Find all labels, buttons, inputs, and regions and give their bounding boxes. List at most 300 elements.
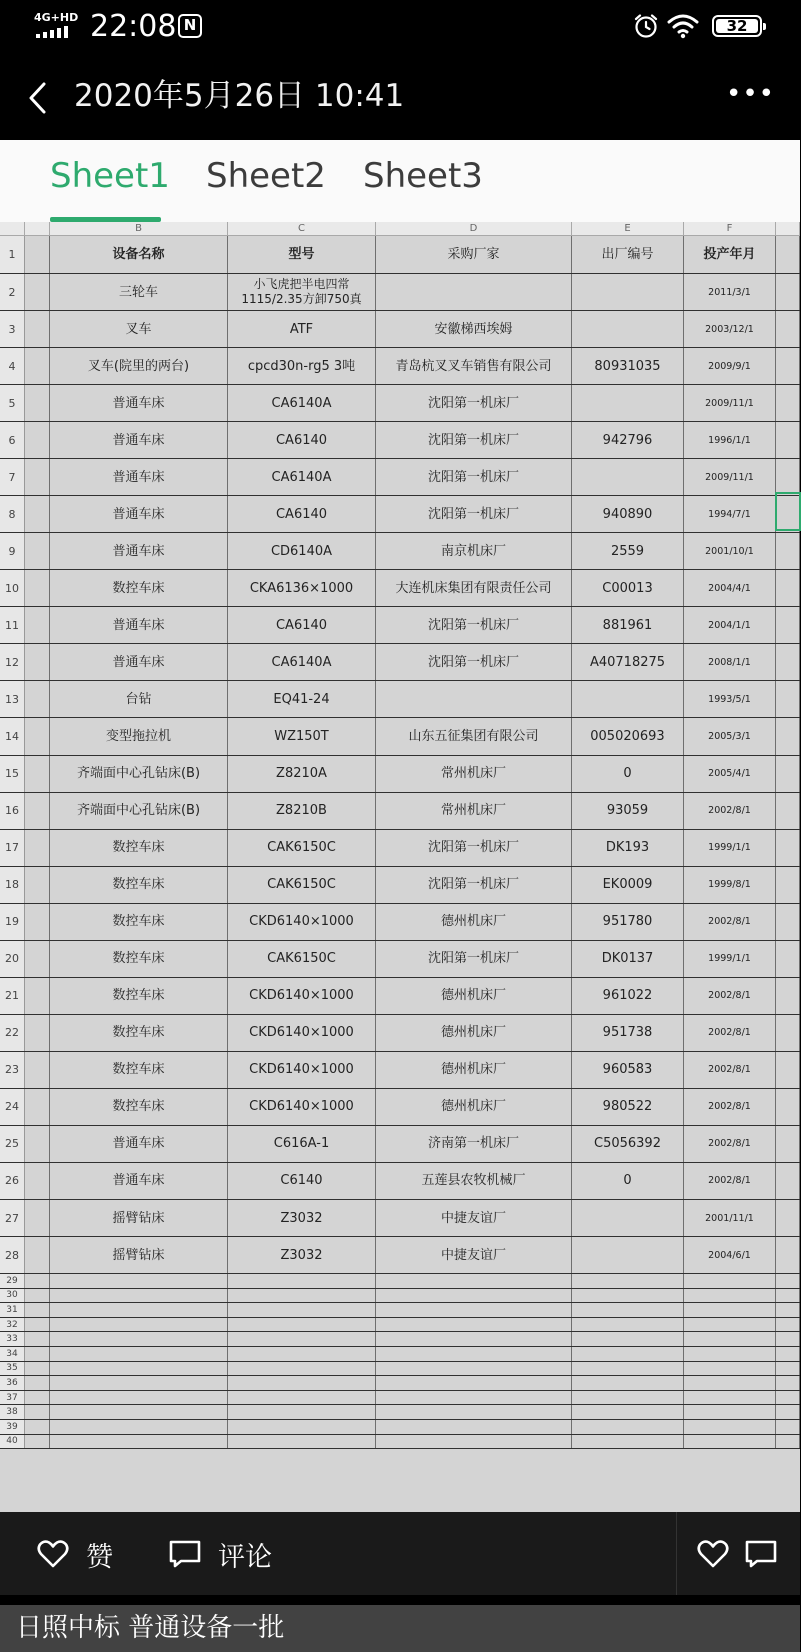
cell-manufacturer: 青岛杭叉叉车销售有限公司 [376, 348, 572, 384]
cell-manufacturer: 德州机床厂 [376, 1015, 572, 1051]
empty-cell [25, 1332, 50, 1346]
empty-cell [684, 1347, 776, 1361]
cell-production-date: 1999/1/1 [684, 941, 776, 977]
cell-model: CKD6140×1000 [228, 1052, 376, 1088]
empty-cell [50, 1405, 228, 1419]
empty-cell [25, 793, 50, 829]
empty-row [0, 1318, 800, 1333]
empty-cell [25, 867, 50, 903]
col-e-header: E [572, 222, 684, 236]
empty-cell [228, 1362, 376, 1376]
cell-equipment-name: 叉车(院里的两台) [50, 348, 228, 384]
cell-manufacturer: 德州机床厂 [376, 978, 572, 1014]
cell-equipment-name: 数控车床 [50, 570, 228, 606]
cell-manufacturer: 德州机床厂 [376, 904, 572, 940]
empty-cell [776, 1332, 800, 1346]
cell-model: CAK6150C [228, 941, 376, 977]
empty-cell [684, 1362, 776, 1376]
tab-sheet3[interactable]: Sheet3 [363, 156, 483, 196]
empty-cell [25, 607, 50, 643]
row-number: 17 [0, 830, 25, 866]
cell-equipment-name: 齐端面中心孔钻床(B) [50, 756, 228, 792]
empty-cell [572, 1318, 684, 1332]
cell-manufacturer: 大连机床集团有限责任公司 [376, 570, 572, 606]
empty-cell [50, 1347, 228, 1361]
header-cell: 投产年月 [684, 236, 776, 273]
cell-manufacturer: 德州机床厂 [376, 1052, 572, 1088]
table-row [0, 1052, 800, 1089]
empty-cell [25, 1163, 50, 1199]
empty-cell [572, 1376, 684, 1390]
cell-serial-number: 0 [572, 1163, 684, 1199]
empty-cell [572, 1420, 684, 1434]
cell-model: C616A-1 [228, 1126, 376, 1162]
cell-manufacturer: 沈阳第一机床厂 [376, 644, 572, 680]
empty-cell [376, 1405, 572, 1419]
nfc-icon: N [178, 14, 202, 38]
cell-manufacturer: 沈阳第一机床厂 [376, 830, 572, 866]
empty-cell [376, 1391, 572, 1405]
empty-cell [50, 1435, 228, 1449]
comment-icon [168, 1537, 202, 1571]
heart-icon [696, 1537, 730, 1571]
cell-manufacturer: 德州机床厂 [376, 1089, 572, 1125]
cell-model: C6140 [228, 1163, 376, 1199]
cell-model: EQ41-24 [228, 681, 376, 717]
cell-equipment-name: 数控车床 [50, 1015, 228, 1051]
cell-model: WZ150T [228, 718, 376, 754]
table-row [0, 904, 800, 941]
empty-cell [25, 422, 50, 458]
cell-equipment-name: 普通车床 [50, 422, 228, 458]
empty-row [0, 1376, 800, 1391]
empty-cell [50, 1376, 228, 1390]
empty-cell [25, 348, 50, 384]
empty-cell [25, 1435, 50, 1449]
cell-model: CKA6136×1000 [228, 570, 376, 606]
empty-cell [776, 1303, 800, 1317]
row-number: 18 [0, 867, 25, 903]
cell-serial-number [572, 274, 684, 310]
table-row [0, 533, 800, 570]
empty-cell [25, 1289, 50, 1303]
empty-cell [25, 1126, 50, 1162]
cell-production-date: 1994/7/1 [684, 496, 776, 532]
empty-cell [25, 533, 50, 569]
like-icon-button[interactable] [696, 1534, 730, 1574]
empty-cell [776, 533, 800, 569]
empty-cell [376, 1289, 572, 1303]
spreadsheet-grid [0, 222, 800, 1512]
empty-cell [25, 941, 50, 977]
cell-model: Z3032 [228, 1200, 376, 1236]
cell-production-date: 2008/1/1 [684, 644, 776, 680]
caption-text: 日照中标 普通设备一批 [16, 1613, 285, 1643]
empty-cell [572, 1362, 684, 1376]
empty-row [0, 1274, 800, 1289]
table-row [0, 570, 800, 607]
row-number: 22 [0, 1015, 25, 1051]
table-row [0, 941, 800, 978]
cell-equipment-name: 数控车床 [50, 867, 228, 903]
cell-serial-number [572, 1200, 684, 1236]
cell-manufacturer: 沈阳第一机床厂 [376, 459, 572, 495]
empty-cell [25, 385, 50, 421]
empty-row [0, 1405, 800, 1420]
row-number: 2 [0, 274, 25, 310]
empty-cell [25, 1015, 50, 1051]
cell-model: CA6140A [228, 644, 376, 680]
cell-equipment-name: 摇臂钻床 [50, 1200, 228, 1236]
empty-cell [228, 1405, 376, 1419]
cell-production-date: 2005/4/1 [684, 756, 776, 792]
cell-production-date: 2009/11/1 [684, 459, 776, 495]
row-number: 29 [0, 1274, 25, 1288]
table-row [0, 1200, 800, 1237]
tab-sheet2[interactable]: Sheet2 [206, 156, 326, 196]
cell-equipment-name: 数控车床 [50, 1052, 228, 1088]
cell-manufacturer: 山东五征集团有限公司 [376, 718, 572, 754]
cell-equipment-name: 普通车床 [50, 533, 228, 569]
empty-cell [25, 459, 50, 495]
header-cell: 采购厂家 [376, 236, 572, 273]
empty-cell [25, 718, 50, 754]
header-cell: 出厂编号 [572, 236, 684, 273]
cell-manufacturer: 常州机床厂 [376, 793, 572, 829]
empty-cell [25, 1376, 50, 1390]
col-b-header: B [50, 222, 228, 236]
cell-serial-number: DK193 [572, 830, 684, 866]
cell-model: cpcd30n-rg5 3吨 [228, 348, 376, 384]
cell-model: Z8210B [228, 793, 376, 829]
empty-cell [776, 1435, 800, 1449]
empty-cell [776, 1015, 800, 1051]
empty-cell [572, 1289, 684, 1303]
cell-manufacturer: 五莲县农牧机械厂 [376, 1163, 572, 1199]
cell-production-date: 2005/3/1 [684, 718, 776, 754]
comment-button[interactable] [168, 1534, 272, 1574]
cell-model: CKD6140×1000 [228, 978, 376, 1014]
empty-cell [228, 1274, 376, 1288]
row-number: 12 [0, 644, 25, 680]
cell-production-date: 2004/1/1 [684, 607, 776, 643]
empty-cell [228, 1435, 376, 1449]
like-button[interactable] [36, 1534, 113, 1574]
row-number: 38 [0, 1405, 25, 1419]
empty-cell [376, 1420, 572, 1434]
row-number: 28 [0, 1237, 25, 1273]
empty-cell [572, 1391, 684, 1405]
cell-production-date: 2009/11/1 [684, 385, 776, 421]
empty-cell [50, 1420, 228, 1434]
cell-serial-number: 942796 [572, 422, 684, 458]
cell-production-date: 2011/3/1 [684, 274, 776, 310]
table-row [0, 311, 800, 348]
empty-cell [776, 422, 800, 458]
empty-cell [776, 1347, 800, 1361]
row-number: 36 [0, 1376, 25, 1390]
empty-cell [776, 793, 800, 829]
empty-cell [25, 978, 50, 1014]
table-row [0, 496, 800, 533]
cell-model: CA6140 [228, 496, 376, 532]
row-number: 39 [0, 1420, 25, 1434]
comment-label: 评论 [218, 1541, 272, 1573]
cell-manufacturer: 沈阳第一机床厂 [376, 422, 572, 458]
cell-model: CD6140A [228, 533, 376, 569]
table-row [0, 385, 800, 422]
empty-cell [376, 1318, 572, 1332]
cell-manufacturer: 沈阳第一机床厂 [376, 941, 572, 977]
cell-equipment-name: 普通车床 [50, 385, 228, 421]
empty-cell [776, 311, 800, 347]
empty-cell [684, 1376, 776, 1390]
empty-cell [776, 867, 800, 903]
cell-equipment-name: 数控车床 [50, 941, 228, 977]
cell-serial-number: 005020693 [572, 718, 684, 754]
network-type: 4G+HD [34, 11, 79, 24]
empty-cell [776, 1420, 800, 1434]
row-number: 21 [0, 978, 25, 1014]
cell-manufacturer: 沈阳第一机床厂 [376, 385, 572, 421]
bottom-action-bar [0, 1512, 800, 1595]
cell-model: CA6140 [228, 422, 376, 458]
row-number: 26 [0, 1163, 25, 1199]
cell-serial-number [572, 681, 684, 717]
empty-cell [25, 644, 50, 680]
row-number: 10 [0, 570, 25, 606]
empty-cell [25, 904, 50, 940]
empty-cell [25, 311, 50, 347]
empty-cell [572, 1303, 684, 1317]
cell-manufacturer: 常州机床厂 [376, 756, 572, 792]
empty-cell [776, 1237, 800, 1273]
empty-cell [376, 1347, 572, 1361]
table-row [0, 1126, 800, 1163]
cell-production-date: 2003/12/1 [684, 311, 776, 347]
header-row [0, 236, 800, 274]
cell-production-date: 2004/4/1 [684, 570, 776, 606]
signal-icon [36, 26, 76, 38]
cell-production-date: 2002/8/1 [684, 978, 776, 1014]
cell-serial-number [572, 1237, 684, 1273]
empty-cell [776, 941, 800, 977]
cell-model: CAK6150C [228, 830, 376, 866]
empty-cell [376, 1362, 572, 1376]
empty-row [0, 1362, 800, 1377]
table-row [0, 1163, 800, 1200]
row-number: 23 [0, 1052, 25, 1088]
row-number: 1 [0, 236, 25, 273]
cell-equipment-name: 台钻 [50, 681, 228, 717]
empty-row [0, 1303, 800, 1318]
empty-cell [684, 1391, 776, 1405]
col-d-header: D [376, 222, 572, 236]
cell-manufacturer: 沈阳第一机床厂 [376, 496, 572, 532]
cell-serial-number: 93059 [572, 793, 684, 829]
comment-icon-button[interactable] [744, 1534, 778, 1574]
empty-cell [684, 1420, 776, 1434]
empty-cell [25, 1303, 50, 1317]
empty-cell [776, 1405, 800, 1419]
empty-row [0, 1347, 800, 1362]
table-row [0, 978, 800, 1015]
empty-row [0, 1332, 800, 1347]
row-number: 11 [0, 607, 25, 643]
col-f-header: F [684, 222, 776, 236]
cell-serial-number: 940890 [572, 496, 684, 532]
empty-cell [776, 1126, 800, 1162]
header-cell: 设备名称 [50, 236, 228, 273]
empty-cell [572, 1332, 684, 1346]
cell-serial-number [572, 459, 684, 495]
empty-cell [684, 1274, 776, 1288]
cell-model: CA6140A [228, 385, 376, 421]
cell-manufacturer [376, 681, 572, 717]
cell-serial-number: A40718275 [572, 644, 684, 680]
comment-icon [744, 1537, 778, 1571]
cell-manufacturer: 沈阳第一机床厂 [376, 867, 572, 903]
cell-equipment-name: 变型拖拉机 [50, 718, 228, 754]
row-number: 6 [0, 422, 25, 458]
battery-level: 32 [726, 17, 748, 35]
table-row [0, 348, 800, 385]
table-row [0, 793, 800, 830]
cell-production-date: 2002/8/1 [684, 1163, 776, 1199]
row-number: 9 [0, 533, 25, 569]
empty-cell [572, 1347, 684, 1361]
cell-production-date: 2002/8/1 [684, 1015, 776, 1051]
empty-cell [776, 644, 800, 680]
page-title: 2020年5月26日 10:41 [74, 78, 405, 114]
cell-production-date: 1999/1/1 [684, 830, 776, 866]
empty-cell [25, 274, 50, 310]
cell-manufacturer: 沈阳第一机床厂 [376, 607, 572, 643]
row-number: 33 [0, 1332, 25, 1346]
cell-serial-number: DK0137 [572, 941, 684, 977]
empty-cell [572, 1405, 684, 1419]
empty-cell [50, 1362, 228, 1376]
empty-cell [684, 1303, 776, 1317]
row-number: 31 [0, 1303, 25, 1317]
cell-model: CKD6140×1000 [228, 1015, 376, 1051]
cell-model: CA6140 [228, 607, 376, 643]
table-row [0, 867, 800, 904]
cell-production-date: 2004/6/1 [684, 1237, 776, 1273]
empty-cell [776, 1089, 800, 1125]
empty-cell [25, 1391, 50, 1405]
empty-cell [776, 978, 800, 1014]
empty-row [0, 1435, 800, 1450]
empty-cell [50, 1289, 228, 1303]
row-number: 35 [0, 1362, 25, 1376]
empty-cell [776, 1362, 800, 1376]
row-number: 20 [0, 941, 25, 977]
empty-row [0, 1289, 800, 1304]
cell-equipment-name: 数控车床 [50, 830, 228, 866]
empty-cell [25, 1347, 50, 1361]
header-cell: 型号 [228, 236, 376, 273]
status-bar [0, 0, 800, 54]
cell-production-date: 1999/8/1 [684, 867, 776, 903]
empty-cell [228, 1391, 376, 1405]
cell-model: Z3032 [228, 1237, 376, 1273]
empty-cell [228, 1332, 376, 1346]
row-number: 7 [0, 459, 25, 495]
empty-cell [776, 718, 800, 754]
cell-equipment-name: 普通车床 [50, 1163, 228, 1199]
cell-model: CKD6140×1000 [228, 1089, 376, 1125]
table-row [0, 718, 800, 755]
empty-cell [684, 1289, 776, 1303]
row-number: 27 [0, 1200, 25, 1236]
row-number: 16 [0, 793, 25, 829]
empty-cell [776, 607, 800, 643]
row-number: 5 [0, 385, 25, 421]
empty-cell [776, 904, 800, 940]
empty-cell [50, 1303, 228, 1317]
empty-cell [376, 1435, 572, 1449]
empty-cell [25, 1237, 50, 1273]
empty-cell [228, 1347, 376, 1361]
selected-cell [775, 492, 801, 531]
cell-serial-number: 951780 [572, 904, 684, 940]
empty-cell [376, 1376, 572, 1390]
more-options-icon[interactable]: ••• [726, 79, 776, 109]
empty-cell [228, 1376, 376, 1390]
cell-manufacturer [376, 274, 572, 310]
empty-cell [25, 1420, 50, 1434]
cell-equipment-name: 三轮车 [50, 274, 228, 310]
cell-equipment-name: 叉车 [50, 311, 228, 347]
empty-cell [776, 830, 800, 866]
table-row [0, 1237, 800, 1274]
row-number: 25 [0, 1126, 25, 1162]
cell-manufacturer: 济南第一机床厂 [376, 1126, 572, 1162]
cell-serial-number [572, 311, 684, 347]
cell-serial-number: 960583 [572, 1052, 684, 1088]
empty-cell [776, 1391, 800, 1405]
cell-equipment-name: 齐端面中心孔钻床(B) [50, 793, 228, 829]
cell-production-date: 1993/5/1 [684, 681, 776, 717]
divider [676, 1512, 677, 1595]
cell-manufacturer: 中捷友谊厂 [376, 1200, 572, 1236]
tab-sheet1[interactable]: Sheet1 [50, 156, 170, 196]
empty-row [0, 1420, 800, 1435]
cell-model: ATF [228, 311, 376, 347]
row-number: 19 [0, 904, 25, 940]
row-number: 8 [0, 496, 25, 532]
cell-equipment-name: 摇臂钻床 [50, 1237, 228, 1273]
back-arrow-icon[interactable] [20, 78, 60, 118]
empty-cell [228, 1420, 376, 1434]
cell-manufacturer: 中捷友谊厂 [376, 1237, 572, 1273]
empty-cell [228, 1303, 376, 1317]
cell-model: Z8210A [228, 756, 376, 792]
cell-model: CA6140A [228, 459, 376, 495]
empty-cell [776, 1052, 800, 1088]
row-number: 30 [0, 1289, 25, 1303]
cell-model: CKD6140×1000 [228, 904, 376, 940]
row-number: 34 [0, 1347, 25, 1361]
empty-cell [376, 1332, 572, 1346]
cell-serial-number: 961022 [572, 978, 684, 1014]
empty-cell [25, 830, 50, 866]
title-bar [0, 54, 800, 140]
empty-cell [228, 1318, 376, 1332]
cell-equipment-name: 普通车床 [50, 644, 228, 680]
empty-cell [776, 1289, 800, 1303]
